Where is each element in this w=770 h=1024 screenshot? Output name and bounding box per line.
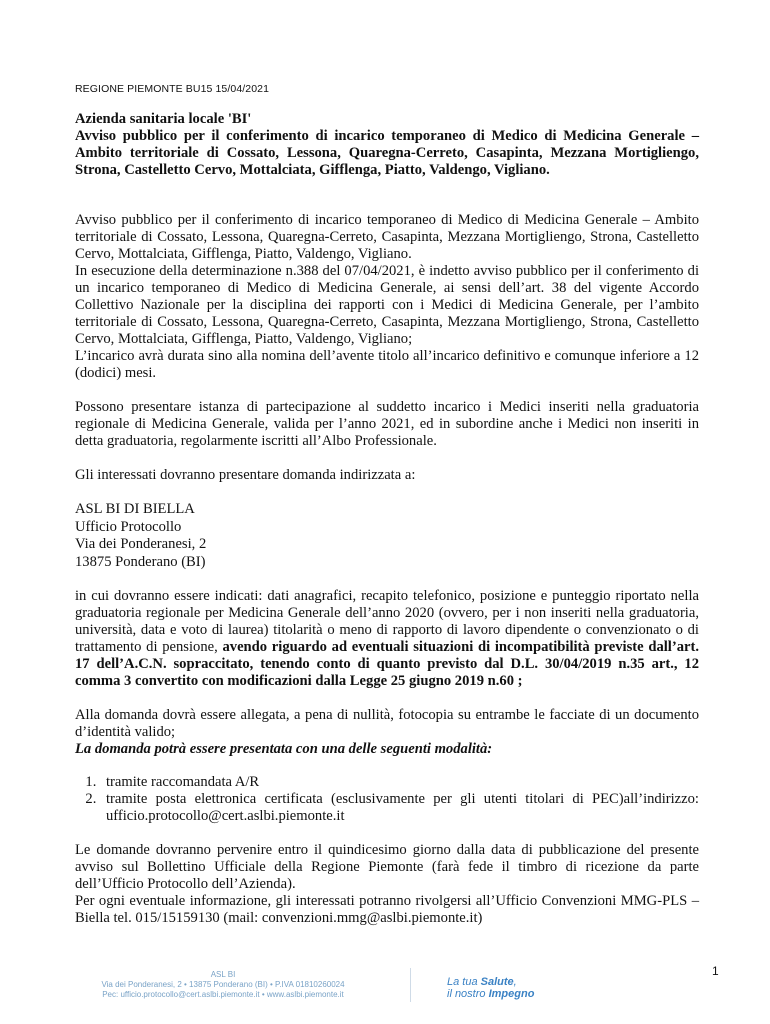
list-item: 1. tramite raccomandata A/R [100,774,699,791]
page-number: 1 [712,964,719,978]
list-item: 2. tramite posta elettronica certificata (esclusivamente per gli utenti titolari di PEC)all’indirizzo: ufficio.protocollo@cert.aslbi.piemonte.it [100,791,699,825]
slogan-emphasis: Salute [480,976,514,988]
address-name: ASL BI DI BIELLA [75,501,195,517]
footer-line-1: ASL BI [210,970,236,979]
document-body [75,111,699,927]
modalita-list [75,774,699,825]
title-line-1: Azienda sanitaria locale 'BI' [75,111,252,127]
bulletin-header: REGIONE PIEMONTE BU15 15/04/2021 [75,83,270,95]
footer-slogan [447,976,534,1000]
title-line-2: Avviso pubblico per il conferimento di incarico temporaneo di Medico di Medicina Generale – Ambito territoriale di Cossato, Lessona, Quaregna-Cerreto, Casapinta, Mezzana Mortigliengo, Strona, Castelletto Cervo, Mottalciata, Gifflenga, Piatto, Valdengo, Vigliano. [75,128,699,178]
paragraph-contenuto-domanda [75,588,699,690]
paragraph-contenuto-bold: avendo riguardo ad eventuali situazioni di incompatibilità previste dall’art. 17 dell’A.C.N. sopraccitato, tenendo conto di quanto previsto dal D.L. 30/04/2019 n.35 art., 12 comma 3 convertito con modificazioni dalla Legge 25 giugno 2019 n.60 ; [75,639,699,689]
paragraph-scadenza: Le domande dovranno pervenire entro il quindicesimo giorno dalla data di pubblicazione del presente avviso sul Bollettino Ufficiale della Regione Piemonte (farà fede il timbro di ricezione da parte dell’Ufficio Protocollo dell’Azienda). [75,842,699,892]
address-office: Ufficio Protocollo [75,518,182,535]
document-title [75,111,699,179]
address-city: 13875 Ponderano (BI) [75,553,206,570]
paragraph-intro: Avviso pubblico per il conferimento di incarico temporaneo di Medico di Medicina Generale – Ambito territoriale di Cossato, Lessona, Quaregna-Cerreto, Casapinta, Mezzana Mortigliengo, Strona, Castelletto Cervo, Mottalciata, Gifflenga, Piatto, Valdengo, Vigliano. [75,212,699,262]
footer-divider [410,968,411,1002]
paragraph-contenuto-text: in cui dovranno essere indicati: dati anagrafici, recapito telefonico, posizione e punteggio riportato nella graduatoria regionale per Medicina Generale dell’anno 2020 (ovvero, per i non inseriti nella graduatoria, università, data e voto di laurea) titolarità o meno di rapporto di lavoro dipendente o convenzionato o di trattamento di pensione, [75,588,699,655]
slogan-line-1 [447,976,534,988]
slogan-comma: , [513,976,517,988]
paragraph-requisiti: Possono presentare istanza di partecipazione al suddetto incarico i Medici inseriti nella graduatoria regionale di Medicina Generale, valida per l’anno 2021, ed in subordine anche i Medici non inseriti in detta graduatoria, regolarmente iscritti all’Albo Professionale. [75,399,699,449]
address-street: Via dei Ponderanesi, 2 [75,536,207,552]
footer-line-2: Via dei Ponderanesi, 2 • 13875 Ponderano (BI) • P.IVA 01810260024 [101,980,345,989]
footer-contacts [78,970,368,1000]
address-block [75,501,699,571]
paragraph-indirizzo-intro: Gli interessati dovranno presentare domanda indirizzata a: [75,467,416,483]
paragraph-determinazione: In esecuzione della determinazione n.388 del 07/04/2021, è indetto avviso pubblico per il conferimento di un incarico temporaneo di Medico di Medicina Generale, ai sensi dell’art. 38 del vigente Accordo Collettivo Nazionale per la disciplina dei rapporti con i Medici di Medicina Generale, per l’ambito territoriale di Cossato, Lessona, Quaregna-Cerreto, Casapinta, Mezzana Mortigliengo, Strona, Castelletto Cervo, Mottalciata, Gifflenga, Piatto, Valdengo, Vigliano; [75,263,699,347]
slogan-text: La tua [447,976,481,988]
paragraph-informazioni: Per ogni eventuale informazione, gli interessati potranno rivolgersi all’Ufficio Convenzioni MMG-PLS – Biella tel. 015/15159130 (mail: convenzioni.mmg@aslbi.piemonte.it) [75,893,699,926]
paragraph-allegati [75,707,699,758]
paragraph-allegati-text: Alla domanda dovrà essere allegata, a pena di nullità, fotocopia su entrambe le facciate di un documento d’identità valido; [75,707,699,740]
footer-line-3: Pec: ufficio.protocollo@cert.aslbi.piemonte.it • www.aslbi.piemonte.it [102,990,344,999]
paragraph-durata: L’incarico avrà durata sino alla nomina dell’avente titolo all’incarico definitivo e comunque inferiore a 12 (dodici) mesi. [75,348,699,381]
slogan-emphasis: Impegno [488,988,535,1000]
slogan-line-2 [447,988,534,1000]
slogan-text: il nostro [447,988,489,1000]
paragraph-modalita-heading: La domanda potrà essere presentata con una delle seguenti modalità: [75,741,493,757]
